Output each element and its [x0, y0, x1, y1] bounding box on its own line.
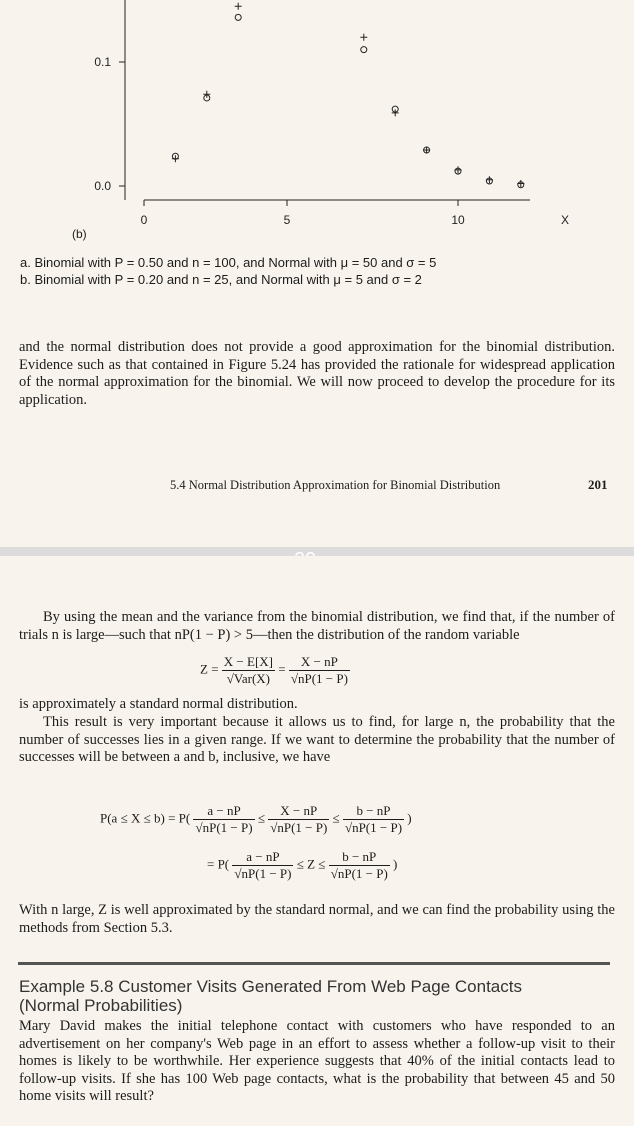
- eq-z-lhs: Z =: [200, 661, 219, 677]
- eq-p-le: ≤: [332, 810, 340, 826]
- eq-p-den: √nP(1 − P): [270, 820, 328, 835]
- eq-p2-frac-a: [232, 849, 293, 882]
- panel-label: (b): [72, 227, 87, 241]
- figure-5-24b-chart: [0, 0, 634, 230]
- normal-point: [360, 34, 367, 41]
- binomial-point: [235, 14, 241, 20]
- textbook-page-202: [0, 556, 634, 1126]
- running-footer-page-number: 201: [588, 477, 608, 492]
- body-paragraph: and the normal distribution does not provide a good approximation for the binomial distribution. Evidence such as that contained in Figure 5.24 has provided the rationale for widespread application of the normal approximation for the binomial. We will now proceed to develop the procedure for its application.: [19, 339, 615, 408]
- eq-p-close-paren: ): [407, 810, 412, 826]
- chart-axes: [94, 0, 569, 227]
- y-tick-label: 0.1: [94, 55, 111, 69]
- running-footer-title: 5.4 Normal Distribution Approximation for Binomial Distribution: [170, 478, 501, 492]
- eq-p2-lhs: = P(: [207, 856, 230, 872]
- eq-z-den-1: √Var(X): [222, 670, 275, 687]
- eq-p-num-a: a − nP: [207, 803, 241, 818]
- body-paragraph-1: By using the mean and the variance from the binomial distribution, we find that, if the number of trials n is large—such that nP(1 − P) > 5—then the distribution of the random variable: [19, 609, 615, 643]
- figure-caption-b: b. Binomial with P = 0.20 and n = 25, and Normal with μ = 5 and σ = 2: [20, 272, 422, 287]
- binomial-point: [361, 47, 367, 53]
- eq-p-num-x: X − nP: [280, 803, 318, 818]
- x-tick-label: 5: [283, 213, 291, 227]
- eq-p-le: ≤: [257, 810, 265, 826]
- eq-p2-close-paren: ): [393, 856, 398, 872]
- body-paragraph-2: This result is very important because it allows us to find, for large n, the probability that the number of successes lies in a given range. If we want to determine the probability that the number of successes will be between a and b, inclusive, we have: [19, 714, 615, 766]
- eq-z-frac-1: [222, 654, 275, 687]
- eq-p-den: √nP(1 − P): [195, 820, 253, 835]
- x-tick-label: 10: [451, 213, 465, 227]
- eq-z-frac-2: [289, 654, 350, 687]
- eq-p2-den: √nP(1 − P): [234, 866, 292, 881]
- normal-point: [172, 155, 179, 162]
- eq-p-frac-a: [193, 803, 254, 836]
- eq-p-frac-x: [268, 803, 329, 836]
- equation-z: [200, 654, 350, 687]
- eq-z-den-2: √nP(1 − P): [290, 671, 348, 686]
- body-paragraph-3: With n large, Z is well approximated by the standard normal, and we can find the probability using the methods from Section 5.3.: [19, 902, 615, 936]
- textbook-page-201: [0, 0, 634, 548]
- eq-p2-frac-b: [329, 849, 390, 882]
- figure-caption-a: a. Binomial with P = 0.50 and n = 100, and Normal with μ = 50 and σ = 5: [20, 255, 437, 270]
- eq-p-num-b: b − nP: [356, 803, 391, 818]
- eq-p2-z-mid: ≤ Z ≤: [296, 856, 326, 872]
- equation-p-line-2: [207, 849, 397, 882]
- eq-z-equals: =: [278, 661, 286, 677]
- eq-z-num-1: X − E[X]: [223, 654, 273, 669]
- chart-marks: [172, 3, 524, 188]
- eq-p-frac-b: [343, 803, 404, 836]
- y-tick-label: 0.0: [94, 179, 111, 193]
- eq-p-lhs: P(a ≤ X ≤ b) = P(: [100, 810, 191, 826]
- eq-p2-den: √nP(1 − P): [330, 866, 388, 881]
- eq-p-den: √nP(1 − P): [344, 820, 403, 835]
- example-body: Mary David makes the initial telephone contact with customers who have responded to an advertisement on her company's Web page in an effort to assess whether a follow-up visit to their homes is likely to be worthwhile. Her experience suggests that 40% of the initial contacts lead to follow-up visits. If she has 100 Web page contacts, what is the probability that between 45 and 50 home visits will result?: [19, 1018, 615, 1105]
- x-axis-label: X: [560, 213, 570, 227]
- normal-point: [235, 3, 242, 10]
- equation-p-line-1: [100, 803, 412, 836]
- example-title: Example 5.8 Customer Visits Generated From Web Page Contacts (Normal Probabilities): [19, 977, 522, 1015]
- eq-p2-num-a: a − nP: [246, 849, 280, 864]
- eq-z-num-2: X − nP: [300, 654, 338, 669]
- example-divider: [18, 962, 610, 965]
- eq-p2-num-b: b − nP: [342, 849, 377, 864]
- body-paragraph-2-first-line: is approximately a standard normal distribution.: [19, 696, 298, 712]
- x-tick-label: 0: [140, 213, 148, 227]
